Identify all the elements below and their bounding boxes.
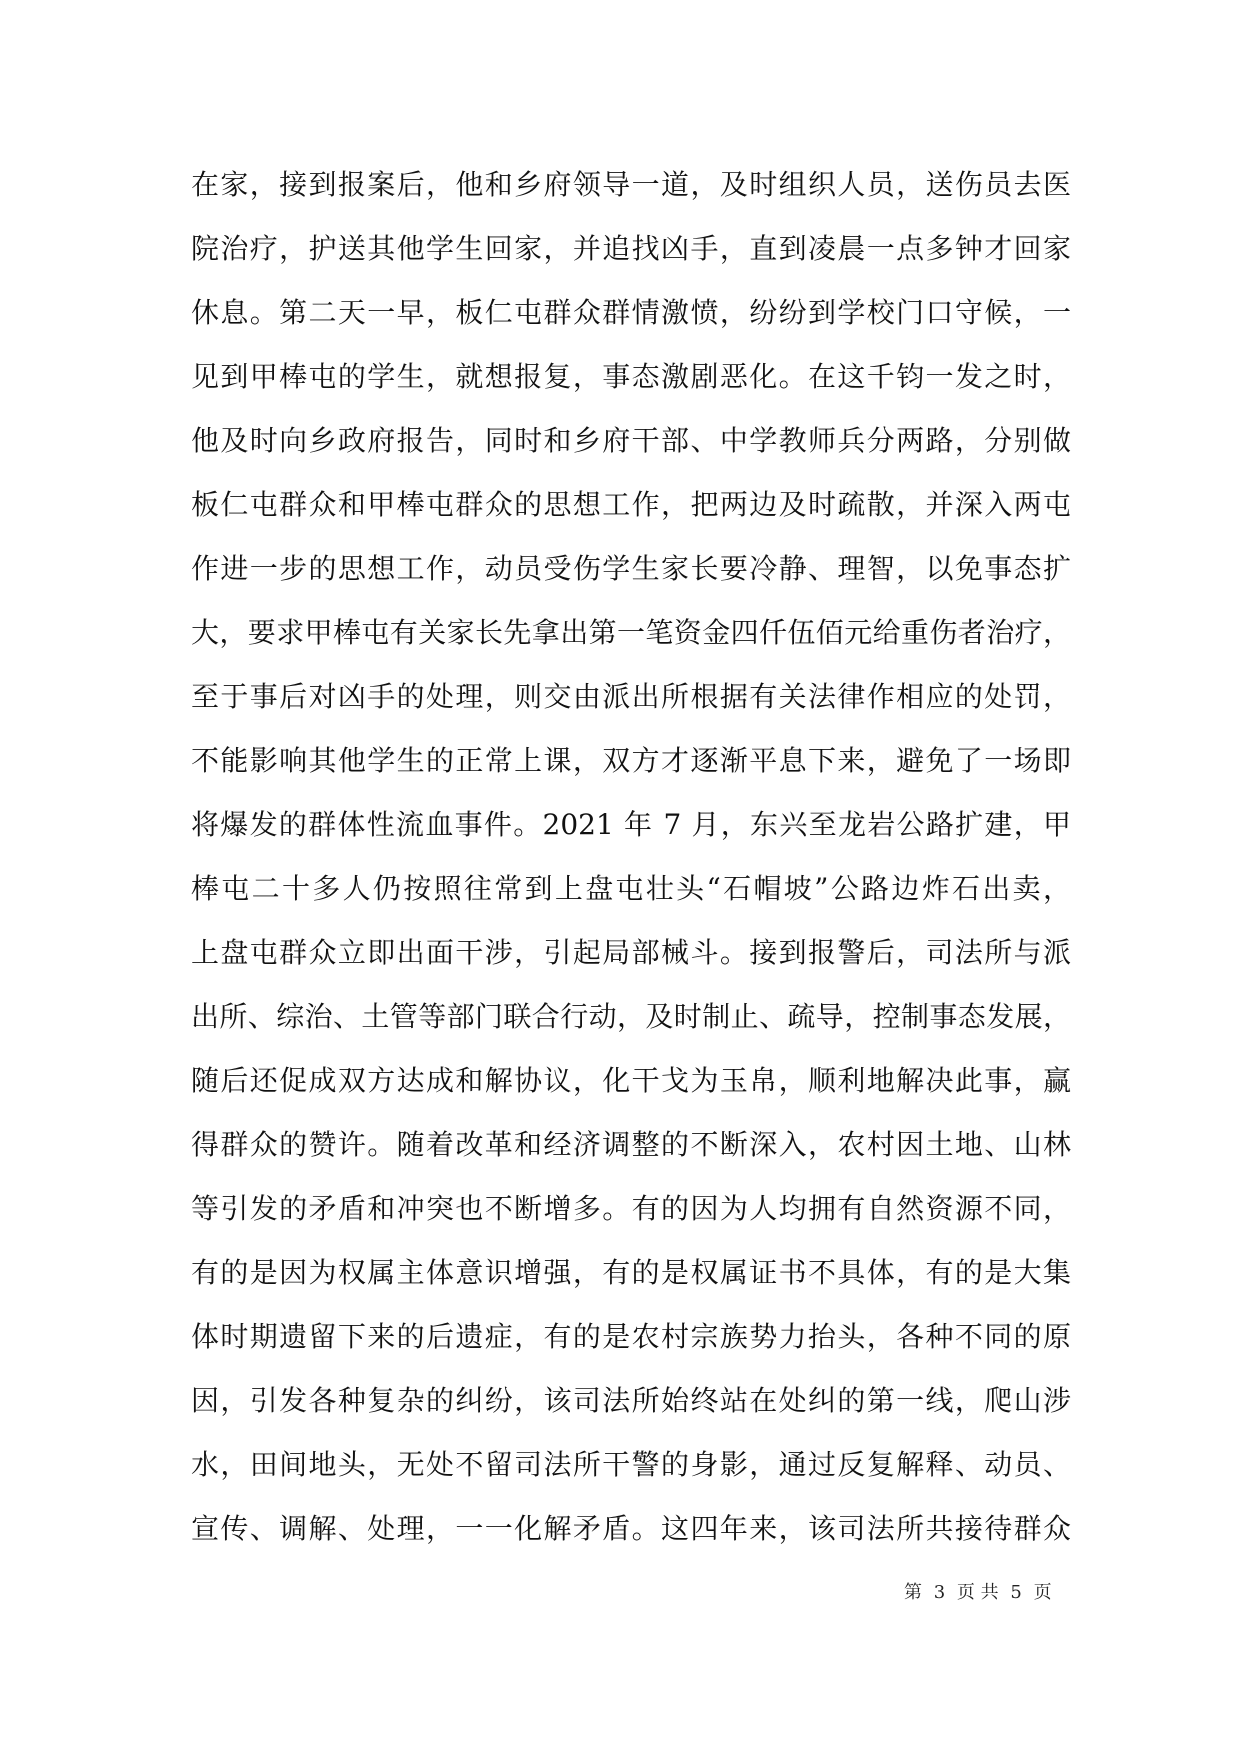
text-line: 在家，接到报案后，他和乡府领导一道，及时组织人员，送伤员去医 (191, 168, 1071, 201)
text-line: 院治疗，护送其他学生回家，并追找凶手，直到凌晨一点多钟才回家 (191, 232, 1071, 265)
page-suffix: 页 (1033, 1582, 1052, 1603)
page-mid-text: 页 共 (956, 1582, 999, 1603)
text-line: 体时期遗留下来的后遗症，有的是农村宗族势力抬头，各种不同的原 (191, 1320, 1071, 1353)
text-line: 出所、综治、土管等部门联合行动，及时制止、疏导，控制事态发展， (191, 1000, 1071, 1033)
text-line: 因，引发各种复杂的纠纷，该司法所始终站在处纠的第一线，爬山涉 (191, 1384, 1071, 1417)
text-line: 宣传、调解、处理，一一化解矛盾。这四年来，该司法所共接待群众 (191, 1512, 1071, 1545)
text-line: 随后还促成双方达成和解协议，化干戈为玉帛，顺利地解决此事，赢 (191, 1064, 1071, 1097)
text-line: 得群众的赞许。随着改革和经济调整的不断深入，农村因土地、山林 (191, 1128, 1071, 1161)
text-line: 将爆发的群体性流血事件。2021 年 7 月，东兴至龙岩公路扩建，甲 (191, 808, 1071, 841)
text-line: 至于事后对凶手的处理，则交由派出所根据有关法律作相应的处罚， (191, 680, 1071, 713)
text-line: 棒屯二十多人仍按照往常到上盘屯壮头“石帽坡”公路边炸石出卖， (191, 872, 1071, 905)
text-line: 上盘屯群众立即出面干涉，引起局部械斗。接到报警后，司法所与派 (191, 936, 1071, 969)
text-line: 见到甲棒屯的学生，就想报复，事态激剧恶化。在这千钧一发之时， (191, 360, 1071, 393)
text-line: 作进一步的思想工作，动员受伤学生家长要冷静、理智，以免事态扩 (191, 552, 1071, 585)
text-line: 板仁屯群众和甲棒屯群众的思想工作，把两边及时疏散，并深入两屯 (191, 488, 1071, 521)
text-line: 不能影响其他学生的正常上课，双方才逐渐平息下来，避免了一场即 (191, 744, 1071, 777)
page-footer (904, 1581, 1052, 1605)
total-page-number: 5 (1010, 1582, 1022, 1603)
page-prefix: 第 (904, 1582, 922, 1603)
text-line: 水，田间地头，无处不留司法所干警的身影，通过反复解释、动员、 (191, 1448, 1071, 1481)
text-line: 有的是因为权属主体意识增强，有的是权属证书不具体，有的是大集 (191, 1256, 1071, 1289)
text-line: 休息。第二天一早，板仁屯群众群情激愤，纷纷到学校门口守候，一 (191, 296, 1071, 329)
body-text (191, 153, 1071, 1561)
text-line: 他及时向乡政府报告，同时和乡府干部、中学教师兵分两路，分别做 (191, 424, 1071, 457)
text-line: 大，要求甲棒屯有关家长先拿出第一笔资金四仟伍佰元给重伤者治疗， (191, 616, 1071, 649)
text-line: 等引发的矛盾和冲突也不断增多。有的因为人均拥有自然资源不同， (191, 1192, 1071, 1225)
current-page-number: 3 (933, 1582, 946, 1603)
